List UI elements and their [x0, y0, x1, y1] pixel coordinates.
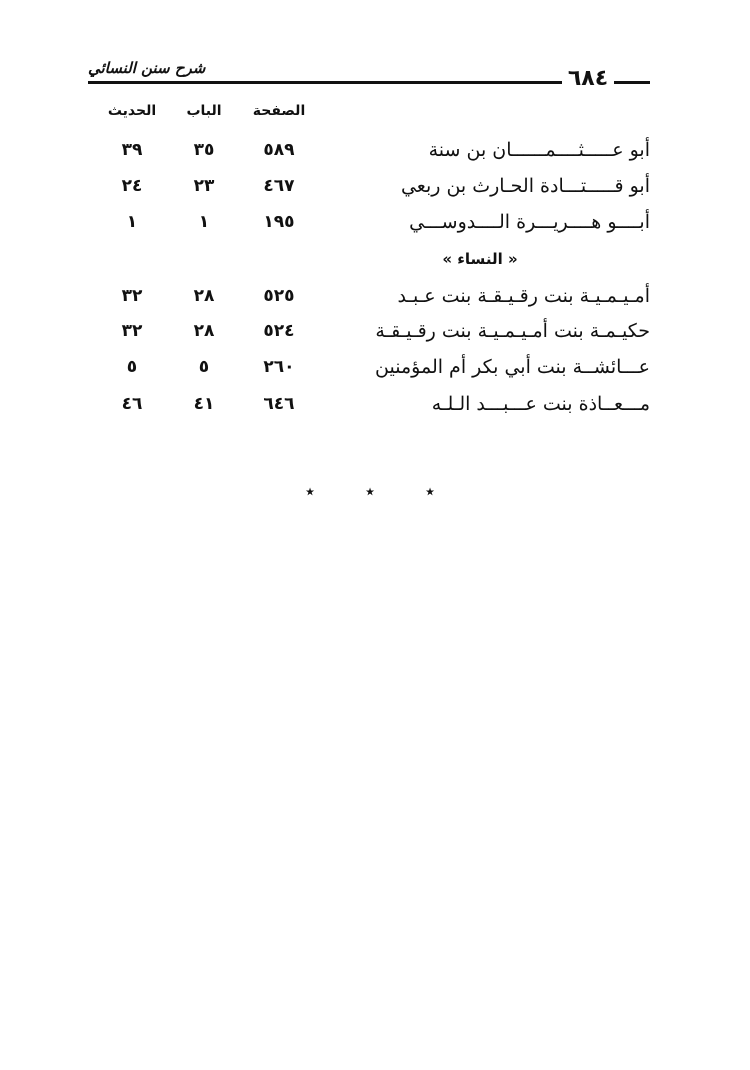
narrator-name: مـــعــاذة بنت عـــبـــد الـلـه	[431, 393, 650, 415]
header-rule	[88, 81, 562, 84]
column-heading-hadith: الحديث	[107, 103, 157, 119]
chapter-ref: ٢٣	[193, 176, 215, 196]
index-row	[96, 207, 650, 237]
hadith-ref: ٥	[126, 357, 138, 377]
page-ref: ٥٢٥	[263, 286, 295, 306]
page-ref: ٥٢٤	[263, 321, 295, 341]
chapter-ref: ١	[198, 212, 210, 232]
page-ref: ٦٤٦	[263, 394, 295, 414]
asterisk-ornament: ٭	[425, 481, 435, 502]
hadith-ref: ٣٩	[121, 140, 143, 160]
asterisk-ornament: ٭	[305, 481, 315, 502]
narrator-name: عـــائشــة بنت أبي بكر أم المؤمنين	[375, 356, 650, 378]
asterisk-ornament: ٭	[365, 481, 375, 502]
narrator-name: حكيـمـة بنت أمـيـمـيـة بنت رقـيـقـة	[375, 320, 650, 342]
index-row	[96, 135, 650, 165]
column-heading-page: الصفحة	[252, 103, 306, 119]
chapter-ref: ٢٨	[193, 321, 215, 341]
header-rule-end	[614, 81, 650, 84]
section-heading-women: « النساء »	[442, 250, 518, 268]
index-row	[96, 281, 650, 311]
hadith-ref: ٤٦	[121, 394, 143, 414]
running-book-title: شرح سنن النسائي	[88, 59, 206, 77]
index-row	[96, 171, 650, 201]
end-ornament	[290, 480, 450, 504]
page-ref: ٢٦٠	[263, 357, 295, 377]
column-heading-chapter: الباب	[186, 103, 222, 119]
hadith-ref: ١	[126, 212, 138, 232]
page-ref: ٤٦٧	[263, 176, 295, 196]
index-row	[96, 316, 650, 346]
narrator-name: أبو عـــــثــــمــــــان بن سنة	[428, 139, 650, 161]
page-number: ٦٨٤	[567, 66, 609, 91]
narrator-name: أمـيـمـيـة بنت رقـيـقـة بنت عـبـد	[397, 285, 650, 307]
page-ref: ٥٨٩	[263, 140, 295, 160]
index-row	[96, 352, 650, 382]
chapter-ref: ٤١	[193, 394, 215, 414]
hadith-ref: ٣٢	[121, 286, 143, 306]
chapter-ref: ٢٨	[193, 286, 215, 306]
page-ref: ١٩٥	[263, 212, 295, 232]
narrator-name: أبو قـــــتـــادة الحـارث بن ربعي	[400, 175, 650, 197]
chapter-ref: ٣٥	[193, 140, 215, 160]
chapter-ref: ٥	[198, 357, 210, 377]
index-row	[96, 389, 650, 419]
hadith-ref: ٢٤	[121, 176, 143, 196]
hadith-ref: ٣٢	[121, 321, 143, 341]
narrator-name: أبــــو هــــريـــرة الــــدوســـي	[409, 211, 650, 233]
